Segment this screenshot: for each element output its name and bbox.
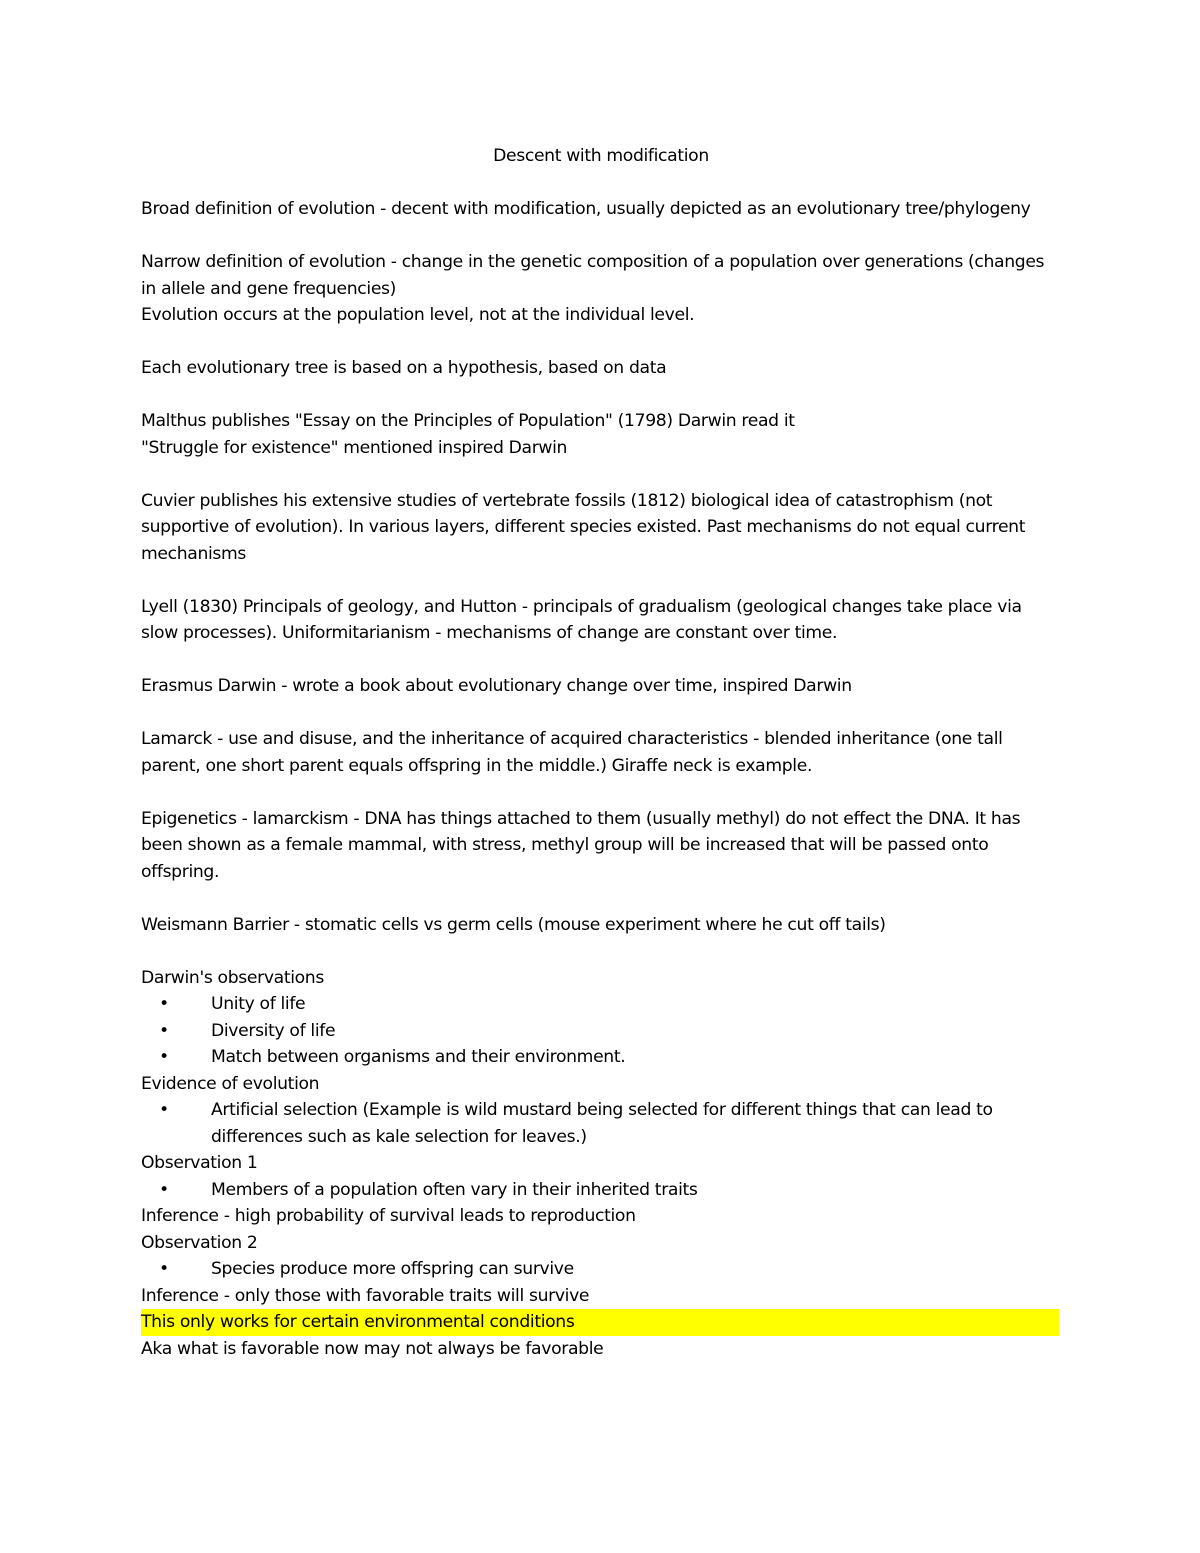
list-item-text: Match between organisms and their environment. (211, 1047, 626, 1067)
observation-2-heading: Observation 2 (141, 1232, 258, 1253)
list-item (141, 1097, 1061, 1150)
highlighted-note: This only works for certain environmental conditions (141, 1309, 1059, 1336)
closing-note: Aka what is favorable now may not always be favorable (141, 1338, 604, 1359)
paragraph-weismann: Weismann Barrier - stomatic cells vs germ cells (mouse experiment where he cut off tails) (141, 914, 886, 935)
darwin-observations-list (141, 991, 1061, 1071)
evidence-heading: Evidence of evolution (141, 1073, 320, 1094)
paragraph-lyell: Lyell (1830) Principals of geology, and Hutton - principals of gradualism (geological changes take place via slow processes). Uniformitarianism - mechanisms of change are constant over time. (141, 596, 1022, 643)
observation-2-list (141, 1256, 1061, 1283)
paragraph-cuvier: Cuvier publishes his extensive studies of vertebrate fossils (1812) biological idea of catastrophism (not supportive of evolution). In various layers, different species existed. Past mechanisms do not equal current mechanisms (141, 490, 1026, 564)
darwin-observations-heading: Darwin's observations (141, 967, 324, 988)
bullet-icon: • (159, 1020, 169, 1041)
paragraph-lamarck: Lamarck - use and disuse, and the inheritance of acquired characteristics - blended inheritance (one tall parent, one short parent equals offspring in the middle.) Giraffe neck is example. (141, 729, 1003, 776)
bullet-icon: • (159, 1047, 169, 1067)
list-item-text: Members of a population often vary in their inherited traits (211, 1179, 698, 1200)
observation-1-list (141, 1177, 1061, 1204)
paragraph-malthus: Malthus publishes "Essay on the Principles of Population" (1798) Darwin read it (141, 411, 795, 431)
bullet-icon: • (159, 1100, 169, 1120)
paragraph-epigenetics: Epigenetics - lamarckism - DNA has things attached to them (usually methyl) do not effect the DNA. It has been shown as a female mammal, with stress, methyl group will be increased that will be passed onto offspring. (141, 808, 1021, 882)
observation-1-heading: Observation 1 (141, 1153, 258, 1173)
list-item (141, 1018, 1061, 1045)
bullet-icon: • (159, 1259, 169, 1279)
list-item (141, 1177, 1061, 1204)
list-item-text: Species produce more offspring can survive (211, 1259, 574, 1279)
document-title: Descent with modification (493, 146, 709, 166)
document-page (141, 143, 1061, 1362)
paragraph-evolutionary-tree: Each evolutionary tree is based on a hypothesis, based on data (141, 358, 667, 378)
list-item (141, 1044, 1061, 1071)
list-item (141, 991, 1061, 1018)
paragraph-population-level: Evolution occurs at the population level, not at the individual level. (141, 305, 695, 325)
paragraph-erasmus-darwin: Erasmus Darwin - wrote a book about evolutionary change over time, inspired Darwin (141, 676, 852, 696)
paragraph-narrow-definition: Narrow definition of evolution - change in the genetic composition of a population over generations (changes in allele and gene frequencies) (141, 252, 1045, 299)
evidence-list (141, 1097, 1061, 1150)
list-item-text: Diversity of life (211, 1020, 336, 1041)
inference-2: Inference - only those with favorable traits will survive (141, 1285, 590, 1306)
bullet-icon: • (159, 1179, 169, 1200)
list-item-text: Unity of life (211, 994, 306, 1014)
list-item-text: Artificial selection (Example is wild mustard being selected for different things that can lead to differences such as kale selection for leaves.) (211, 1100, 993, 1147)
inference-1: Inference - high probability of survival leads to reproduction (141, 1206, 636, 1226)
paragraph-struggle: "Struggle for existence" mentioned inspired Darwin (141, 437, 568, 458)
list-item (141, 1256, 1061, 1283)
paragraph-broad-definition: Broad definition of evolution - decent with modification, usually depicted as an evolutionary tree/phylogeny (141, 199, 1031, 219)
bullet-icon: • (159, 994, 169, 1014)
